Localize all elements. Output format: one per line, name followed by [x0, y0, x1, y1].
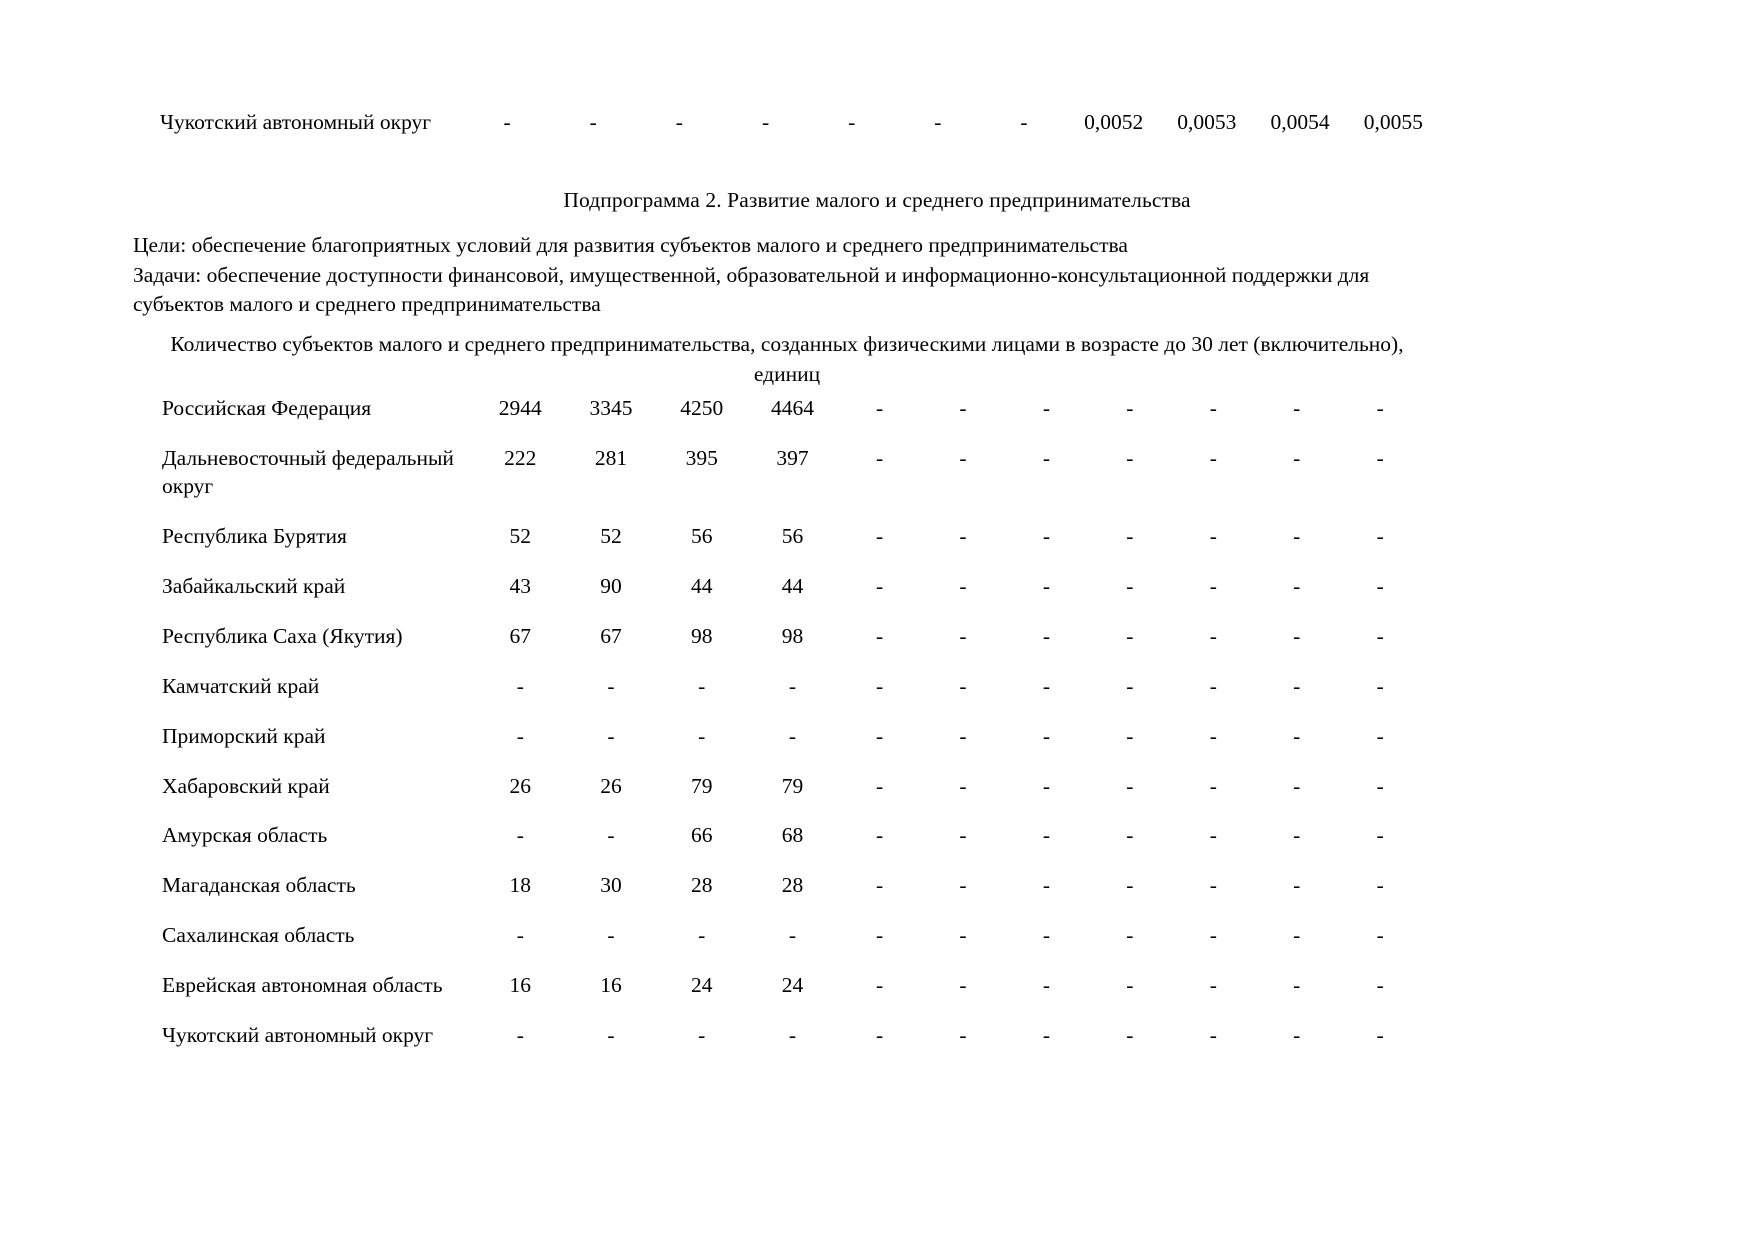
cell-value: - [1376, 573, 1384, 598]
cell-value: - [1293, 445, 1301, 470]
cell-value: - [875, 723, 884, 748]
cell-value: - [1126, 723, 1134, 748]
cell-value: - [516, 1023, 524, 1048]
cell-value: - [788, 923, 797, 948]
cell-value: - [1209, 773, 1217, 798]
cell-value: - [698, 723, 706, 748]
cell-value: - [516, 923, 524, 948]
cell-value: - [1126, 523, 1134, 548]
cell-value: 79 [690, 773, 713, 798]
table-row [162, 445, 1422, 523]
cell-value: 56 [781, 523, 804, 548]
region-label: Забайкальский край [162, 573, 346, 598]
cell-value: - [875, 623, 884, 648]
cell-value: 28 [781, 873, 804, 898]
table-row [162, 723, 1422, 773]
cell-value: - [959, 823, 967, 848]
cell-value: - [1020, 110, 1028, 134]
region-label: Сахалинская область [162, 923, 355, 948]
cell-value: - [698, 1023, 706, 1048]
cell-value: - [1209, 396, 1217, 420]
cell-value: - [1293, 523, 1301, 548]
cell-value: - [1042, 923, 1051, 948]
cell-value: 66 [690, 823, 713, 848]
cell-value: 67 [600, 623, 622, 648]
cell-value: - [1042, 973, 1051, 998]
cell-value: 44 [690, 573, 713, 598]
cell-value: - [1376, 823, 1384, 848]
cell-value: - [1042, 673, 1051, 698]
cell-value: - [1042, 723, 1051, 748]
cell-value: - [1126, 623, 1134, 648]
region-label: Дальневосточный федеральный округ [162, 445, 454, 498]
cell-value: 98 [690, 623, 713, 648]
cell-value: - [607, 923, 615, 948]
cell-value: - [1126, 573, 1134, 598]
indicator-heading [137, 330, 1437, 389]
cell-value: - [761, 110, 770, 134]
cell-value: 4250 [680, 396, 724, 420]
table-row [162, 872, 1422, 922]
cell-value: - [875, 923, 884, 948]
cell-value: - [1376, 773, 1384, 798]
cell-value: - [1042, 773, 1051, 798]
cell-value: 56 [690, 523, 713, 548]
cell-value: - [1209, 445, 1217, 470]
cell-value: - [516, 673, 524, 698]
cell-value: - [503, 110, 511, 134]
cell-value: - [607, 673, 615, 698]
cell-value: - [875, 445, 884, 470]
table-row [160, 108, 1440, 136]
cell-value: 44 [781, 573, 804, 598]
cell-value: 3345 [589, 396, 633, 420]
table-row [162, 822, 1422, 872]
cell-value: 52 [600, 523, 622, 548]
cell-value: - [1209, 623, 1217, 648]
cell-value: - [959, 396, 967, 420]
cell-value: - [1376, 973, 1384, 998]
tasks-line: Задачи: обеспечение доступности финансовой, имущественной, образовательной и информационно-консультационной поддержки для [133, 262, 1370, 287]
cell-value: 4464 [770, 396, 814, 420]
table-row [162, 972, 1422, 1022]
cell-value: - [1209, 523, 1217, 548]
continuation-table [160, 108, 1440, 136]
table-row [162, 922, 1422, 972]
cell-value: - [1209, 1023, 1217, 1048]
cell-value: - [1293, 723, 1301, 748]
cell-value: 395 [685, 445, 718, 470]
cell-value: - [607, 1023, 615, 1048]
cell-value: - [875, 873, 884, 898]
cell-value: - [1042, 623, 1051, 648]
cell-value: - [959, 523, 967, 548]
cell-value: 26 [509, 773, 532, 798]
cell-value: - [934, 110, 942, 134]
region-label: Хабаровский край [162, 773, 330, 798]
cell-value: - [589, 110, 597, 134]
cell-value: - [1293, 823, 1301, 848]
cell-value: - [1126, 873, 1134, 898]
goals-line: Цели: обеспечение благоприятных условий для развития субъектов малого и среднего предпринимательства [133, 233, 1128, 257]
indicator-heading-line1: Количество субъектов малого и среднего предпринимательства, созданных физическими лицами в возрасте до 30 лет (включительно), [170, 332, 1404, 356]
region-label: Республика Бурятия [162, 523, 347, 548]
cell-value: - [1209, 673, 1217, 698]
cell-value: - [1209, 923, 1217, 948]
region-label: Камчатский край [162, 673, 320, 698]
cell-value: - [1293, 923, 1301, 948]
cell-value: - [1042, 396, 1051, 420]
cell-value: - [1126, 673, 1134, 698]
region-label: Еврейская автономная область [162, 973, 443, 998]
table-row [162, 1022, 1422, 1050]
cell-value: - [1293, 873, 1301, 898]
cell-value: - [875, 523, 884, 548]
cell-value: 281 [594, 445, 628, 470]
cell-value: - [959, 973, 967, 998]
cell-value: 52 [509, 523, 532, 548]
cell-value: 16 [600, 973, 622, 998]
cell-value: - [1376, 723, 1384, 748]
cell-value: - [1209, 723, 1217, 748]
goals-and-tasks-block [133, 231, 1463, 320]
cell-value: - [1293, 973, 1301, 998]
cell-value: 222 [504, 445, 537, 470]
cell-value: - [875, 573, 884, 598]
region-label: Приморский край [162, 723, 326, 748]
cell-value: - [516, 723, 524, 748]
cell-value: 98 [781, 623, 804, 648]
cell-value: 24 [781, 973, 804, 998]
cell-value: - [1376, 623, 1384, 648]
cell-value: - [1376, 873, 1384, 898]
table-row [162, 773, 1422, 823]
cell-value: - [1209, 823, 1217, 848]
cell-value: - [875, 973, 884, 998]
table-body [162, 395, 1422, 1050]
cell-value: 30 [600, 873, 622, 898]
cell-value: - [516, 823, 524, 848]
region-label: Чукотский автономный округ [160, 110, 432, 134]
region-label: Амурская область [162, 823, 328, 848]
cell-value: - [1126, 973, 1134, 998]
cell-value: - [875, 773, 884, 798]
cell-value: - [675, 110, 683, 134]
cell-value: 0,0053 [1177, 110, 1237, 134]
cell-value: - [959, 923, 967, 948]
cell-value: - [1376, 923, 1384, 948]
cell-value: - [959, 623, 967, 648]
cell-value: - [607, 723, 615, 748]
region-label: Российская Федерация [162, 396, 372, 420]
cell-value: - [875, 823, 884, 848]
cell-value: - [1293, 773, 1301, 798]
cell-value: - [959, 573, 967, 598]
cell-value: 90 [600, 573, 622, 598]
cell-value: 16 [509, 973, 532, 998]
cell-value: 24 [690, 973, 713, 998]
cell-value: 43 [509, 573, 532, 598]
region-label: Магаданская область [162, 873, 356, 898]
cell-value: - [1042, 573, 1051, 598]
cell-value: 0,0054 [1270, 110, 1330, 134]
table-row [162, 395, 1422, 445]
cell-value: - [1376, 396, 1384, 420]
cell-value: - [1126, 396, 1134, 420]
cell-value: - [1042, 445, 1051, 470]
cell-value: - [1376, 523, 1384, 548]
cell-value: 397 [776, 445, 809, 470]
table-row [162, 573, 1422, 623]
cell-value: 79 [781, 773, 804, 798]
cell-value: - [1042, 873, 1051, 898]
cell-value: - [959, 773, 967, 798]
cell-value: 2944 [498, 396, 542, 420]
table-row [162, 673, 1422, 723]
region-label: Чукотский автономный округ [162, 1023, 434, 1048]
cell-value: - [1126, 445, 1134, 470]
subprogram-heading: Подпрограмма 2. Развитие малого и среднего предпринимательства [563, 188, 1191, 212]
cell-value: - [1209, 973, 1217, 998]
cell-value: - [1293, 673, 1301, 698]
cell-value: 68 [781, 823, 804, 848]
cell-value: - [959, 723, 967, 748]
cell-value: - [1293, 396, 1301, 420]
cell-value: - [788, 1023, 797, 1048]
cell-value: 0,0055 [1363, 110, 1423, 134]
cell-value: - [1042, 823, 1051, 848]
cell-value: - [1376, 673, 1384, 698]
cell-value: - [698, 673, 706, 698]
cell-value: 26 [600, 773, 622, 798]
cell-value: - [1376, 445, 1384, 470]
cell-value: - [788, 723, 797, 748]
cell-value: 0,0052 [1084, 110, 1144, 134]
region-label: Республика Саха (Якутия) [162, 623, 403, 648]
cell-value: - [607, 823, 615, 848]
cell-value: 28 [690, 873, 713, 898]
cell-value: - [1126, 1023, 1134, 1048]
cell-value: - [959, 873, 967, 898]
cell-value: - [959, 1023, 967, 1048]
cell-value: - [1042, 523, 1051, 548]
cell-value: - [875, 396, 884, 420]
table-row [162, 623, 1422, 673]
tasks-line-continued: субъектов малого и среднего предпринимательства [133, 292, 601, 317]
cell-value: - [875, 1023, 884, 1048]
cell-value: - [848, 110, 856, 134]
cell-value: - [1293, 1023, 1301, 1048]
cell-value: - [1209, 573, 1217, 598]
cell-value: 67 [509, 623, 532, 648]
indicator-data-table [162, 395, 1422, 1050]
cell-value: - [698, 923, 706, 948]
cell-value: - [1293, 573, 1301, 598]
cell-value: - [1293, 623, 1301, 648]
cell-value: - [1126, 823, 1134, 848]
cell-value: - [1209, 873, 1217, 898]
cell-value: - [1376, 1023, 1384, 1048]
indicator-heading-units: единиц [753, 361, 821, 386]
cell-value: - [959, 673, 967, 698]
cell-value: - [875, 673, 884, 698]
cell-value: - [788, 673, 797, 698]
cell-value: - [1126, 923, 1134, 948]
cell-value: - [1126, 773, 1134, 798]
cell-value: - [959, 445, 967, 470]
table-row [162, 523, 1422, 573]
cell-value: - [1042, 1023, 1051, 1048]
cell-value: 18 [509, 873, 532, 898]
